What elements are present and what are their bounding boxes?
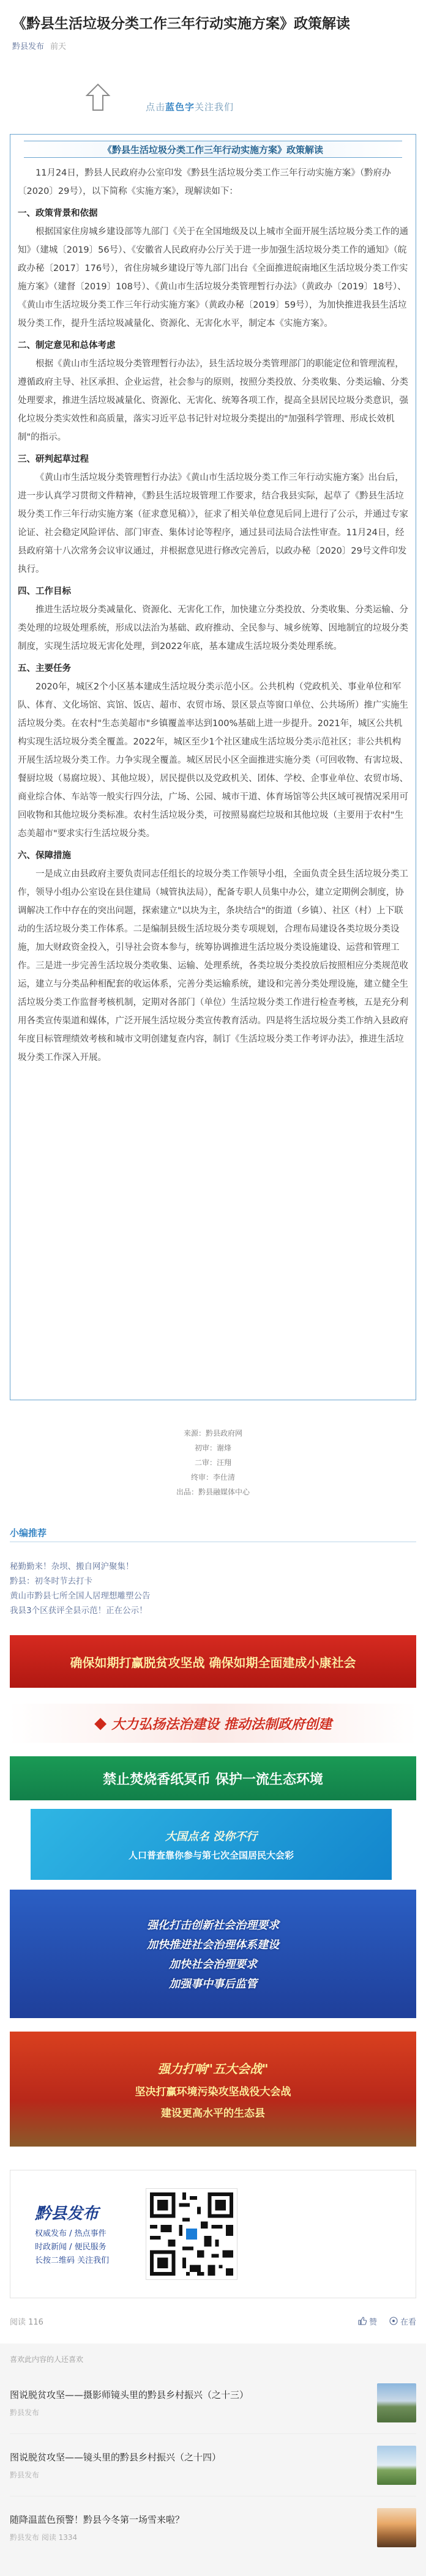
banner-poverty-alleviation: 确保如期打赢脱贫攻坚战 确保如期全面建成小康社会 [10,1635,416,1688]
follow-hint [0,76,426,134]
related-reads: 黔县发布 [10,2408,40,2417]
account-name-link[interactable]: 黔县发布 [12,42,45,51]
credit-second: 二审：汪翔 [194,1458,231,1467]
content-banner: 《黔县生活垃圾分类工作三年行动实施方案》政策解读 [24,141,402,158]
section-heading: 三、研判起草过程 [18,455,89,464]
paragraph: 根据《黄山市生活垃圾分类管理暂行办法》，县生活垃圾分类管理部门的职能定位和管理流程，遵循政府主导、社区承担、企业运营，社会参与的原则，按照分类投放、分类收集、分类运输、分类处理要求，推进生活垃圾减量化、资源化、无害化、统筹各项工作，提高全县居民垃圾分类意识，强化垃圾分类实效性和高质量，落实习近平总书记针对垃圾分类提出的"加强科学管理、形成长效机制"的指示。 [18,359,408,442]
recommend-links [0,1542,426,1618]
brand-block [35,2201,109,2268]
read-count-row [10,2312,416,2330]
related-reads: 黔县发布 [10,2470,40,2479]
recommend-heading: 小编推荐 [10,1523,416,1542]
like-button[interactable]: 赞 [358,2315,377,2327]
slogan-mark-icon: ◆ [94,1714,107,1732]
recommend-link[interactable]: 黄山市黔县七所全国人居理想雕塑公告 [10,1591,151,1601]
brand-logo: 黔县发布 [35,2204,99,2223]
credit-producer: 出品：黔县融媒体中心 [176,1488,250,1496]
article-body [18,164,408,1067]
related-title: 图说脱贫攻坚——镜头里的黔县乡村振兴（之十四） [10,2451,222,2463]
paragraph: 推进生活垃圾分类减量化、资源化、无害化工作，加快建立分类投放、分类收集、分类运输、分类处理的垃圾处理系统，形成以法治为基础、政府推动、全民参与、城乡统筹、因地制宜的垃圾分类制度，实现生活垃圾无害化处理，到2022年底，基本建成生活垃圾分类处理系统。 [18,605,408,651]
section-heading: 五、主要任务 [18,664,71,674]
banner-rule-of-law: ◆ 大力弘扬法治建设 推动法制政府创建 [10,1704,416,1743]
paragraph: 11月24日，黔县人民政府办公室印发《黔县生活垃圾分类工作三年行动实施方案》（黔府办〔2020〕29号），以下简称《实施方案》，现解读如下： [18,168,391,196]
qr-code-icon[interactable] [146,2188,237,2280]
article-actions [358,2315,416,2327]
paragraph: 根据国家住房城乡建设部等九部门《关于在全国地级及以上城市全面开展生活垃圾分类工作的通知》（建城〔2019〕56号）、《安徽省人民政府办公厅关于进一步加强生活垃圾分类工作的通知》（皖政办秘〔2017〕176号），省住房城乡建设厅等九部门出台《全面推进皖南地区生活垃圾分类工作实施方案》（建督〔2019〕108号）、《黄山市生活垃圾分类管理暂行办法》（黄政办〔2019〕18号）、《黄山市生活垃圾分类工作三年行动实施方案》（黄政办秘〔2019〕59号），为加快推进我县生活垃圾分类工作，提升生活垃圾减量化、资源化、无害化水平，制定本《实施方案》。 [18,227,408,328]
paragraph: 2020年，城区2个小区基本建成生活垃圾分类示范小区。公共机构（党政机关、事业单位和军队、体育、文化场馆、宾馆、饭店、超市、农贸市场、景区景点等窗口单位、公共场所）推广实施生活垃圾分类。在农村"生态美超市"乡镇覆盖率达到100%基础上进一步提升。2021年，城区公共机构实现生活垃圾分类全覆盖。2022年，城区至少1个社区建成生活垃圾分类示范社区；非公共机构开展生活垃圾分类工作。力争实现全覆盖。城区居民小区全面推进实施分类（可回收物、有害垃圾、餐厨垃圾（易腐垃圾）、其他垃圾），居民提供以及党政机关、团体、学校、企事业单位、农贸市场、商业综合体、车站等一般实行四分法，广场、公园、城市干道、体育场馆等公共区域可视情况采用可回收物和其他垃圾分类标准。农村生活垃圾分类，可按照易腐烂垃圾和其他垃圾（主要用于农村"生态美超市"要求实行生活垃圾分类。 [18,682,408,839]
section-heading: 一、政策背景和依据 [18,209,98,218]
related-item[interactable] [10,2372,416,2434]
banner-governance: 强化打击创新社会治理要求 加快推进社会治理体系建设 加快社会治理要求 加强事中事后监管 [10,1890,416,2018]
related-reads: 黔县发布 阅读 1334 [10,2533,78,2542]
article-meta [0,38,426,53]
up-arrow-icon [86,83,110,111]
article-credits [0,1426,426,1499]
paragraph: 《黄山市生活垃圾分类管理暂行办法》《黄山市生活垃圾分类工作三年行动实施方案》出台后，进一步认真学习贯彻文件精神，《黔县生活垃圾管理工作要求，结合我县实际，起草了《黔县生活垃圾分类工作三年行动实施方案（征求意见稿）》，征求了相关单位意见后同上进行了公示，并通过专家论证、社会稳定风险评估、部门审查、集体讨论等程序，通过县司法局合法性审查。11月24日，经县政府第十八次常务会议审议通过，并根据意见进行修改完善后，以政办秘〔2020〕29号文件印发执行。 [18,473,408,574]
related-title: 随降温蓝色预警！黔县今冬第一场雪来啦？ [10,2514,185,2525]
banner-ecology: 禁止焚烧香纸冥币 保护一流生态环境 [10,1756,416,1800]
related-heading: 喜欢此内容的人还喜欢 [10,2355,84,2364]
related-thumbnail [377,2383,416,2422]
section-heading: 二、制定意见和总体考虑 [18,341,116,351]
recommend-link[interactable]: 我县3个区获评全县示范！正在公示！ [10,1606,148,1616]
banner-census: 大国点名 没你不行 人口普查靠你参与第七次全国居民大会彩 [31,1809,392,1880]
related-item[interactable] [10,2434,416,2496]
article-content-box [10,134,416,1400]
related-thumbnail [377,2508,416,2547]
related-item[interactable] [10,2496,416,2559]
publish-time: 前天 [50,42,67,51]
related-thumbnail [377,2446,416,2485]
thumb-up-icon [358,2317,367,2325]
related-articles [0,2344,426,2576]
section-heading: 六、保障措施 [18,851,71,861]
banner-five-campaigns: 强力打响"五大会战" 坚决打赢环境污染攻坚战役大会战 建设更高水平的生态县 [10,2032,416,2147]
related-title: 图说脱贫攻坚——摄影师镜头里的黔县乡村振兴（之十三） [10,2389,249,2400]
recommend-link[interactable]: 秘勤勤来！杂坝、搬自网沪聚集！ [10,1562,134,1572]
follow-qr-card [10,2170,416,2298]
wow-icon [389,2317,398,2325]
section-heading: 四、工作目标 [18,587,71,596]
brand-lines: 权威发布 / 热点事件 时政新闻 / 便民服务 长按二维码 关注我们 [35,2229,110,2265]
credit-review: 初审：谢烽 [194,1444,231,1452]
follow-hint-text[interactable]: 点击蓝色字关注我们 [146,102,234,113]
watch-button[interactable]: 在看 [389,2315,416,2327]
credit-source: 来源：黔县政府网 [183,1429,242,1438]
credit-final: 终审：李仕清 [190,1473,235,1482]
read-count: 阅读 116 [10,2317,43,2327]
recommend-link[interactable]: 黔县：初冬时节去打卡 [10,1576,92,1586]
article-title: 《黔县生活垃圾分类工作三年行动实施方案》政策解读 [12,16,350,32]
paragraph: 一是成立由县政府主要负责同志任组长的垃圾分类工作领导小组，全面负责全县生活垃圾分类工作，领导小组办公室设在县住建局（城管执法局），配备专职人员集中办公，建立定期例会制度，协调解决工作中存在的突出问题，探索建立"以块为主，条块结合"的街道（乡镇）、社区（村）上下联动的生活垃圾分类工作体系。二是编制县级生活垃圾分类专项规划，合理布局建设各类垃圾分类设施，加大财政资金投入，引导社会资本参与，统筹协调推进生活垃圾分类设施建设、运营和管理工作。三是进一步完善生活垃圾分类收集、运输、处理系统，各类垃圾分类投放后按照相应分类规范收运，建立与分类品种相配套的收运体系，完善分类运输系统，建设和完善分类处理设施，建立健全生活垃圾分类工作监督考核机制，定期对各部门（单位）生活垃圾分类工作进行检查考核，五是充分利用各类宣传渠道和媒体，广泛开展生活垃圾分类宣传教育活动。四是将生活垃圾分类工作纳入县政府年度目标管理绩效考核和城市文明创建复查内容，制订《生活垃圾分类工作考评办法》，推进生活垃圾分类工作深入开展。 [18,869,408,1063]
